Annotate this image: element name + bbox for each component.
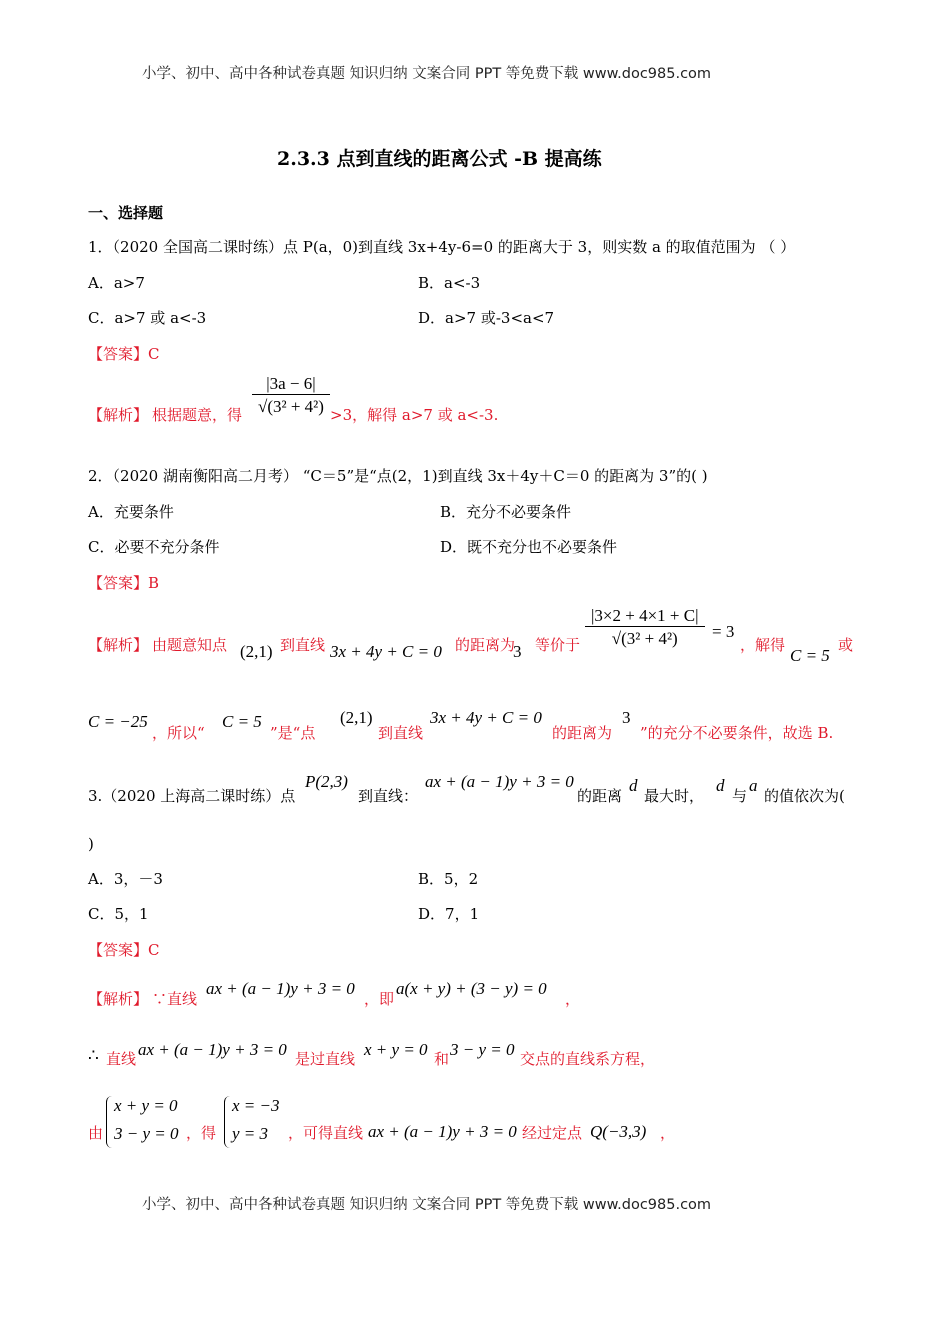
q2-analysis-text: ，解得 — [740, 636, 786, 654]
q3-stem-close: ) — [88, 835, 94, 853]
q1-fraction-denominator: √(3² + 4²) — [252, 394, 330, 417]
q3-analysis-text: ，得 — [186, 1124, 217, 1142]
q3-analysis-text: 是过直线 — [295, 1050, 356, 1068]
q2-distance-value: 3 — [513, 642, 522, 661]
q2-point-2: (2,1) — [340, 708, 373, 727]
q3-option-b: B．5，2 — [418, 870, 479, 888]
q1-option-b: B．a<-3 — [418, 274, 481, 292]
q3-line-equation: ax + (a − 1)y + 3 = 0 — [368, 1122, 517, 1141]
q1-analysis-label: 【解析】 — [88, 406, 149, 424]
q2-analysis-text: 或 — [838, 636, 854, 654]
q3-analysis-text: 经过定点 — [522, 1124, 583, 1142]
q3-analysis-text: 直线 — [106, 1050, 137, 1068]
q2-analysis-text: 由题意知点 — [152, 636, 228, 654]
q3-analysis-text: ， — [660, 1124, 676, 1142]
q1-option-c: C．a>7 或 a<-3 — [88, 309, 207, 327]
q3-line-x-plus-y: x + y = 0 — [364, 1040, 428, 1059]
q3-stem: 3.（2020 上海高二课时练）点 — [88, 787, 296, 805]
q3-var-d: d — [716, 776, 725, 795]
q2-analysis-text: 的距离为 — [552, 724, 613, 742]
q3-therefore-symbol: ∴ — [88, 1046, 99, 1065]
q1-distance-fraction — [252, 374, 330, 417]
q3-analysis-text: ∵直线 — [152, 990, 198, 1008]
q3-var-a: a — [749, 776, 758, 795]
q3-var-d: d — [629, 776, 638, 795]
q2-c-value: C = 5 — [790, 646, 830, 665]
q2-option-c: C．必要不充分条件 — [88, 538, 220, 556]
q3-point: P(2,3) — [305, 772, 348, 791]
q3-line-equation: ax + (a − 1)y + 3 = 0 — [206, 979, 355, 998]
q2-analysis-text: 等价于 — [535, 636, 581, 654]
q1-answer: 【答案】C — [88, 345, 160, 363]
q3-option-a: A．3，－3 — [88, 870, 163, 888]
q3-analysis-text: ，即 — [364, 990, 395, 1008]
q2-distance-value-2: 3 — [622, 708, 631, 727]
q3-answer: 【答案】C — [88, 941, 160, 959]
q3-stem: 的值依次为( — [764, 787, 845, 805]
system-solution: y = 3 — [232, 1124, 269, 1143]
q1-option-d: D．a>7 或-3<a<7 — [418, 309, 555, 327]
system-equation: 3 − y = 0 — [114, 1124, 179, 1143]
q3-stem: 与 — [732, 787, 748, 805]
q2-distance-fraction — [585, 606, 705, 649]
q1-analysis-result: >3，解得 a>7 或 a<-3. — [330, 406, 499, 424]
system-brace — [106, 1096, 113, 1148]
q2-analysis-label: 【解析】 — [88, 636, 149, 654]
q3-fixed-point: Q(−3,3) — [590, 1122, 647, 1141]
q3-analysis-text: ， — [565, 990, 581, 1008]
q3-factored-equation: a(x + y) + (3 − y) = 0 — [396, 979, 547, 998]
q3-stem: 到直线： — [358, 787, 419, 805]
q2-line-equation: 3x + 4y + C = 0 — [330, 642, 442, 661]
page-footer: 小学、初中、高中各种试卷真题 知识归纳 文案合同 PPT 等免费下载 www.doc985.com — [142, 1197, 712, 1213]
page-title: 2.3.3 点到直线的距离公式 -B 提高练 — [277, 148, 602, 170]
q3-line-equation: ax + (a − 1)y + 3 = 0 — [425, 772, 574, 791]
q2-option-b: B．充分不必要条件 — [440, 503, 572, 521]
system-equation: x + y = 0 — [114, 1096, 178, 1115]
q1-analysis-text: 根据题意，得 — [152, 406, 243, 424]
q2-stem: 2．（2020 湖南衡阳高二月考） “C＝5”是“点(2，1)到直线 3x＋4y＋C＝0 的距离为 3”的( ) — [88, 467, 708, 485]
q2-answer: 【答案】B — [88, 574, 160, 592]
q1-option-a: A．a>7 — [88, 274, 145, 292]
q3-analysis-text: 由 — [88, 1124, 104, 1142]
q3-line-equation: ax + (a − 1)y + 3 = 0 — [138, 1040, 287, 1059]
q1-fraction-numerator: |3a − 6| — [266, 374, 316, 393]
q2-c-equals-5: C = 5 — [222, 712, 262, 731]
q3-analysis-text: 交点的直线系方程， — [520, 1050, 656, 1068]
q3-stem: 最大时， — [644, 787, 705, 805]
q2-equals-three: = 3 — [712, 622, 735, 641]
q2-option-a: A．充要条件 — [88, 503, 174, 521]
page-header: 小学、初中、高中各种试卷真题 知识归纳 文案合同 PPT 等免费下载 www.doc985.com — [142, 66, 712, 82]
q3-option-d: D．7，1 — [418, 905, 480, 923]
q2-analysis-text: ，所以“ — [152, 724, 205, 742]
q3-option-c: C．5，1 — [88, 905, 149, 923]
q2-analysis-text: ”是“点 — [270, 724, 316, 742]
q3-line-3-minus-y: 3 − y = 0 — [450, 1040, 515, 1059]
q2-analysis-text: 的距离为 — [455, 636, 516, 654]
system-solution: x = −3 — [232, 1096, 280, 1115]
q1-stem: 1．（2020 全国高二课时练）点 P(a，0)到直线 3x+4y-6=0 的距离大于 3，则实数 a 的取值范围为 （ ） — [88, 238, 796, 256]
q2-fraction-numerator: |3×2 + 4×1 + C| — [591, 606, 699, 625]
q2-analysis-conclusion: ”的充分不必要条件，故选 B. — [640, 724, 834, 742]
q3-analysis-label: 【解析】 — [88, 990, 149, 1008]
q2-line-equation-2: 3x + 4y + C = 0 — [430, 708, 542, 727]
q3-stem: 的距离 — [577, 787, 623, 805]
q3-analysis-text: 和 — [434, 1050, 450, 1068]
q2-analysis-text: 到直线 — [378, 724, 424, 742]
q2-analysis-text: 到直线 — [280, 636, 326, 654]
section-heading: 一、选择题 — [88, 204, 164, 222]
q2-fraction-denominator: √(3² + 4²) — [585, 626, 705, 649]
q2-c-value-2: C = −25 — [88, 712, 148, 731]
system-brace — [224, 1096, 231, 1148]
q3-analysis-text: ，可得直线 — [288, 1124, 364, 1142]
q2-option-d: D．既不充分也不必要条件 — [440, 538, 618, 556]
q2-point: (2,1) — [240, 642, 273, 661]
